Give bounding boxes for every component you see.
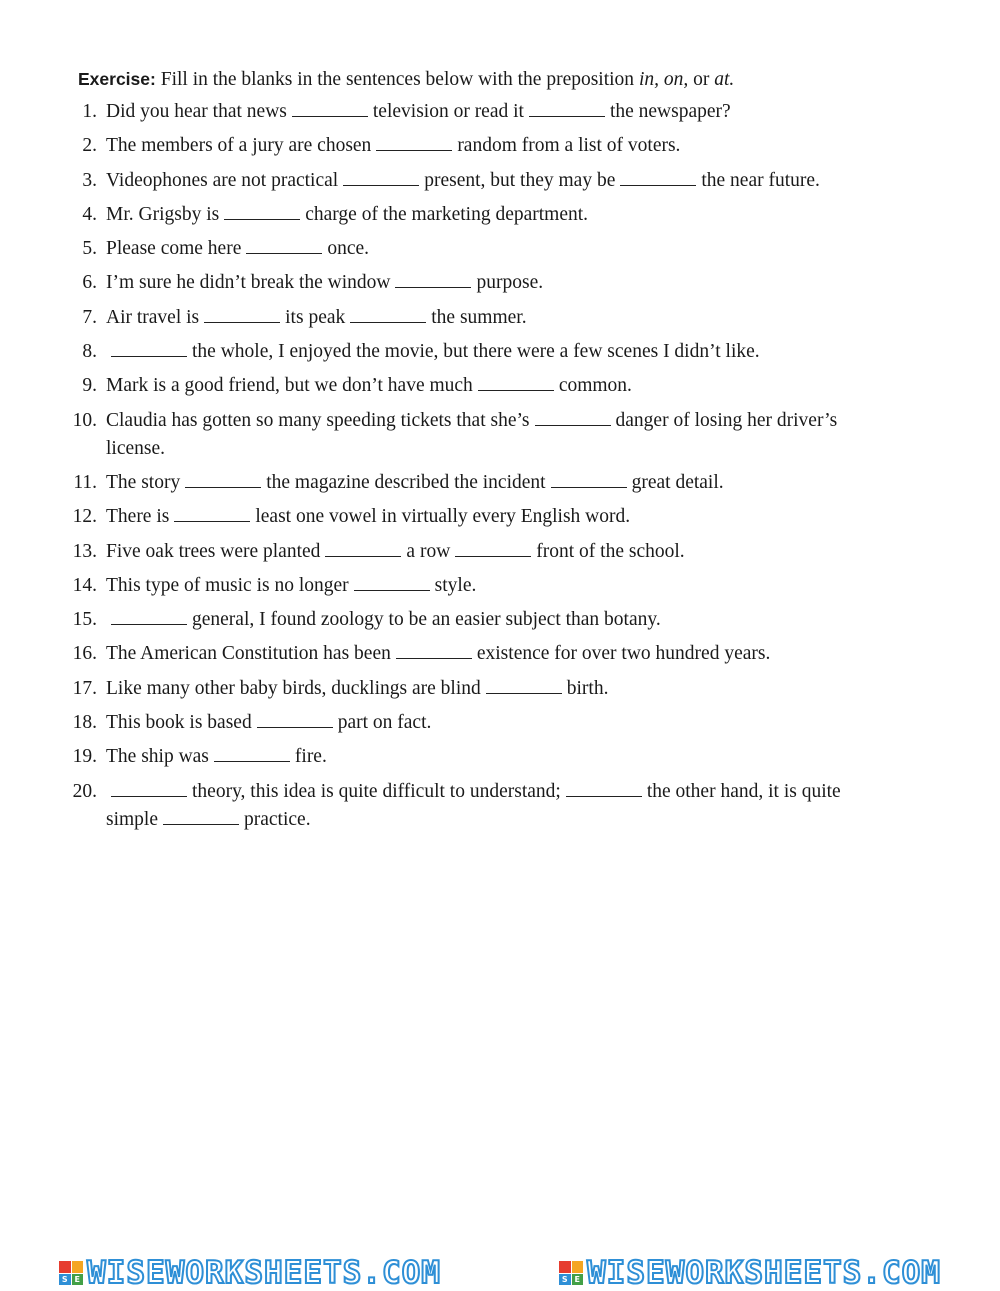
sentence-list xyxy=(0,98,1000,840)
sentence-fragment: This type of music is no longer xyxy=(106,574,349,596)
answer-blank[interactable] xyxy=(535,411,611,426)
sentence-text xyxy=(106,338,896,366)
sentence-text xyxy=(106,407,896,463)
sentence-text xyxy=(106,709,896,737)
item-number: 19. xyxy=(72,746,97,768)
sentence-fragment: the summer. xyxy=(431,306,527,328)
sentence-fragment: Mark is a good friend, but we don’t have much xyxy=(106,375,473,397)
instruction-or: or xyxy=(693,69,710,90)
exercise-instruction xyxy=(78,66,958,93)
answer-blank[interactable] xyxy=(185,473,261,488)
logo-square xyxy=(572,1261,584,1273)
sentence-text xyxy=(106,304,896,332)
sentence-fragment: front of the school. xyxy=(536,540,685,562)
sentence-text xyxy=(106,778,896,834)
list-item xyxy=(0,675,1000,703)
watermark xyxy=(559,1255,941,1291)
sentence-text xyxy=(106,503,896,531)
sentence-fragment: fire. xyxy=(294,746,327,768)
sentence-fragment: practice. xyxy=(244,808,311,830)
sentence-fragment: Air travel is xyxy=(106,306,200,328)
sentence-text xyxy=(106,469,896,497)
sentence-fragment: The members of a jury are chosen xyxy=(106,135,372,157)
watermark-footer xyxy=(0,1255,1000,1291)
sentence-fragment: theory, this idea is quite difficult to understand; xyxy=(192,780,561,802)
answer-blank[interactable] xyxy=(395,273,471,288)
sentence-text xyxy=(106,167,896,195)
wiseworksheets-logo-icon xyxy=(59,1261,83,1285)
answer-blank[interactable] xyxy=(350,308,426,323)
sentence-fragment: its peak xyxy=(285,306,346,328)
answer-blank[interactable] xyxy=(455,542,531,557)
sentence-text xyxy=(106,675,896,703)
item-number: 2. xyxy=(82,135,97,157)
sentence-fragment: existence for over two hundred years. xyxy=(476,643,771,665)
sentence-fragment: a row xyxy=(406,540,451,562)
sentence-fragment: random from a list of voters. xyxy=(457,135,681,157)
sentence-fragment: Did you hear that news xyxy=(106,101,287,122)
answer-blank[interactable] xyxy=(529,102,605,117)
item-number: 1. xyxy=(82,101,97,122)
sentence-fragment: Five oak trees were planted xyxy=(106,540,321,562)
sentence-fragment: There is xyxy=(106,506,170,528)
answer-blank[interactable] xyxy=(343,171,419,186)
sentence-fragment: Claudia has gotten so many speeding tickets that she’s xyxy=(106,409,530,431)
preposition-at: at. xyxy=(714,69,735,90)
answer-blank[interactable] xyxy=(396,644,472,659)
sentence-fragment: Videophones are not practical xyxy=(106,169,339,191)
watermark xyxy=(59,1255,441,1291)
item-number: 4. xyxy=(82,203,97,225)
sentence-fragment: great detail. xyxy=(631,471,724,493)
exercise-label: Exercise: xyxy=(78,69,156,89)
list-item xyxy=(0,743,1000,771)
list-item xyxy=(0,709,1000,737)
sentence-text xyxy=(106,572,896,600)
sentence-fragment: I’m sure he didn’t break the window xyxy=(106,272,391,294)
item-number: 5. xyxy=(82,238,97,260)
item-number: 11. xyxy=(73,471,97,493)
logo-square: S xyxy=(559,1274,571,1286)
logo-square xyxy=(559,1261,571,1273)
answer-blank[interactable] xyxy=(224,205,300,220)
list-item xyxy=(0,778,1000,834)
sentence-fragment: common. xyxy=(558,375,632,397)
logo-square: S xyxy=(59,1274,71,1286)
answer-blank[interactable] xyxy=(174,507,250,522)
sentence-fragment: part on fact. xyxy=(337,712,432,734)
sentence-fragment: present, but they may be xyxy=(424,169,616,191)
answer-blank[interactable] xyxy=(204,308,280,323)
sentence-fragment: the other hand, it is quite simple xyxy=(106,780,841,830)
item-number: 8. xyxy=(82,341,97,363)
watermark-text: WISEWORKSHEETS.COM xyxy=(587,1255,941,1291)
sentence-text xyxy=(106,235,896,263)
item-number: 17. xyxy=(72,677,97,699)
sentence-fragment: The American Constitution has been xyxy=(106,643,391,665)
answer-blank[interactable] xyxy=(111,342,187,357)
logo-square: E xyxy=(572,1274,584,1286)
sentence-fragment: style. xyxy=(434,574,477,596)
item-number: 9. xyxy=(82,375,97,397)
answer-blank[interactable] xyxy=(292,102,368,117)
answer-blank[interactable] xyxy=(163,810,239,825)
item-number: 7. xyxy=(82,306,97,328)
sentence-fragment: Like many other baby birds, ducklings are blind xyxy=(106,677,481,699)
item-number: 16. xyxy=(72,643,97,665)
sentence-text xyxy=(106,606,896,634)
item-number: 10. xyxy=(72,409,97,431)
sentence-fragment: television or read it xyxy=(372,101,524,122)
answer-blank[interactable] xyxy=(325,542,401,557)
list-item xyxy=(0,235,1000,263)
list-item xyxy=(0,503,1000,531)
list-item xyxy=(0,201,1000,229)
item-number: 3. xyxy=(82,169,97,191)
sentence-text xyxy=(106,98,896,126)
answer-blank[interactable] xyxy=(214,747,290,762)
list-item xyxy=(0,167,1000,195)
item-number: 6. xyxy=(82,272,97,294)
sentence-fragment: once. xyxy=(327,238,370,260)
answer-blank[interactable] xyxy=(376,136,452,151)
list-item xyxy=(0,538,1000,566)
item-number: 13. xyxy=(72,540,97,562)
item-number: 18. xyxy=(72,712,97,734)
wiseworksheets-logo-icon xyxy=(559,1261,583,1285)
logo-square xyxy=(72,1261,84,1273)
item-number: 14. xyxy=(72,574,97,596)
sentence-fragment: charge of the marketing department. xyxy=(305,203,589,225)
list-item xyxy=(0,407,1000,463)
answer-blank[interactable] xyxy=(566,782,642,797)
answer-blank[interactable] xyxy=(620,171,696,186)
list-item xyxy=(0,304,1000,332)
list-item xyxy=(0,269,1000,297)
sentence-fragment: birth. xyxy=(566,677,609,699)
answer-blank[interactable] xyxy=(486,679,562,694)
item-number: 15. xyxy=(72,609,97,631)
item-number: 12. xyxy=(72,506,97,528)
sentence-fragment: purpose. xyxy=(476,272,544,294)
sentence-fragment: least one vowel in virtually every English word. xyxy=(255,506,631,528)
sentence-fragment: the near future. xyxy=(701,169,820,191)
answer-blank[interactable] xyxy=(111,782,187,797)
logo-square xyxy=(59,1261,71,1273)
sentence-text xyxy=(106,201,896,229)
answer-blank[interactable] xyxy=(111,610,187,625)
sentence-fragment: the magazine described the incident xyxy=(266,471,546,493)
logo-square: E xyxy=(72,1274,84,1286)
sentence-fragment: the whole, I enjoyed the movie, but there were a few scenes I didn’t like. xyxy=(192,341,760,363)
sentence-fragment: This book is based xyxy=(106,712,252,734)
list-item xyxy=(0,338,1000,366)
sentence-fragment: The ship was xyxy=(106,746,209,768)
instruction-text: Fill in the blanks in the sentences below with the preposition xyxy=(160,69,635,90)
list-item xyxy=(0,372,1000,400)
answer-blank[interactable] xyxy=(551,473,627,488)
list-item xyxy=(0,469,1000,497)
list-item xyxy=(0,640,1000,668)
answer-blank[interactable] xyxy=(246,239,322,254)
sentence-fragment: Mr. Grigsby is xyxy=(106,203,220,225)
sentence-fragment: Please come here xyxy=(106,238,242,260)
list-item xyxy=(0,98,1000,126)
item-number: 20. xyxy=(72,780,97,802)
list-item xyxy=(0,132,1000,160)
answer-blank[interactable] xyxy=(257,713,333,728)
sentence-text xyxy=(106,640,896,668)
sentence-text xyxy=(106,538,896,566)
sentence-fragment: the newspaper? xyxy=(609,101,731,122)
sentence-fragment: danger of losing her driver’s license. xyxy=(106,409,838,459)
sentence-text xyxy=(106,269,896,297)
list-item xyxy=(0,606,1000,634)
sentence-fragment: The story xyxy=(106,471,181,493)
preposition-on: on, xyxy=(663,69,689,90)
sentence-text xyxy=(106,743,896,771)
list-item xyxy=(0,572,1000,600)
sentence-text xyxy=(106,372,896,400)
preposition-in: in, xyxy=(638,69,659,90)
watermark-text: WISEWORKSHEETS.COM xyxy=(87,1255,441,1291)
answer-blank[interactable] xyxy=(354,576,430,591)
answer-blank[interactable] xyxy=(478,376,554,391)
sentence-text xyxy=(106,132,896,160)
sentence-fragment: general, I found zoology to be an easier subject than botany. xyxy=(192,609,661,631)
